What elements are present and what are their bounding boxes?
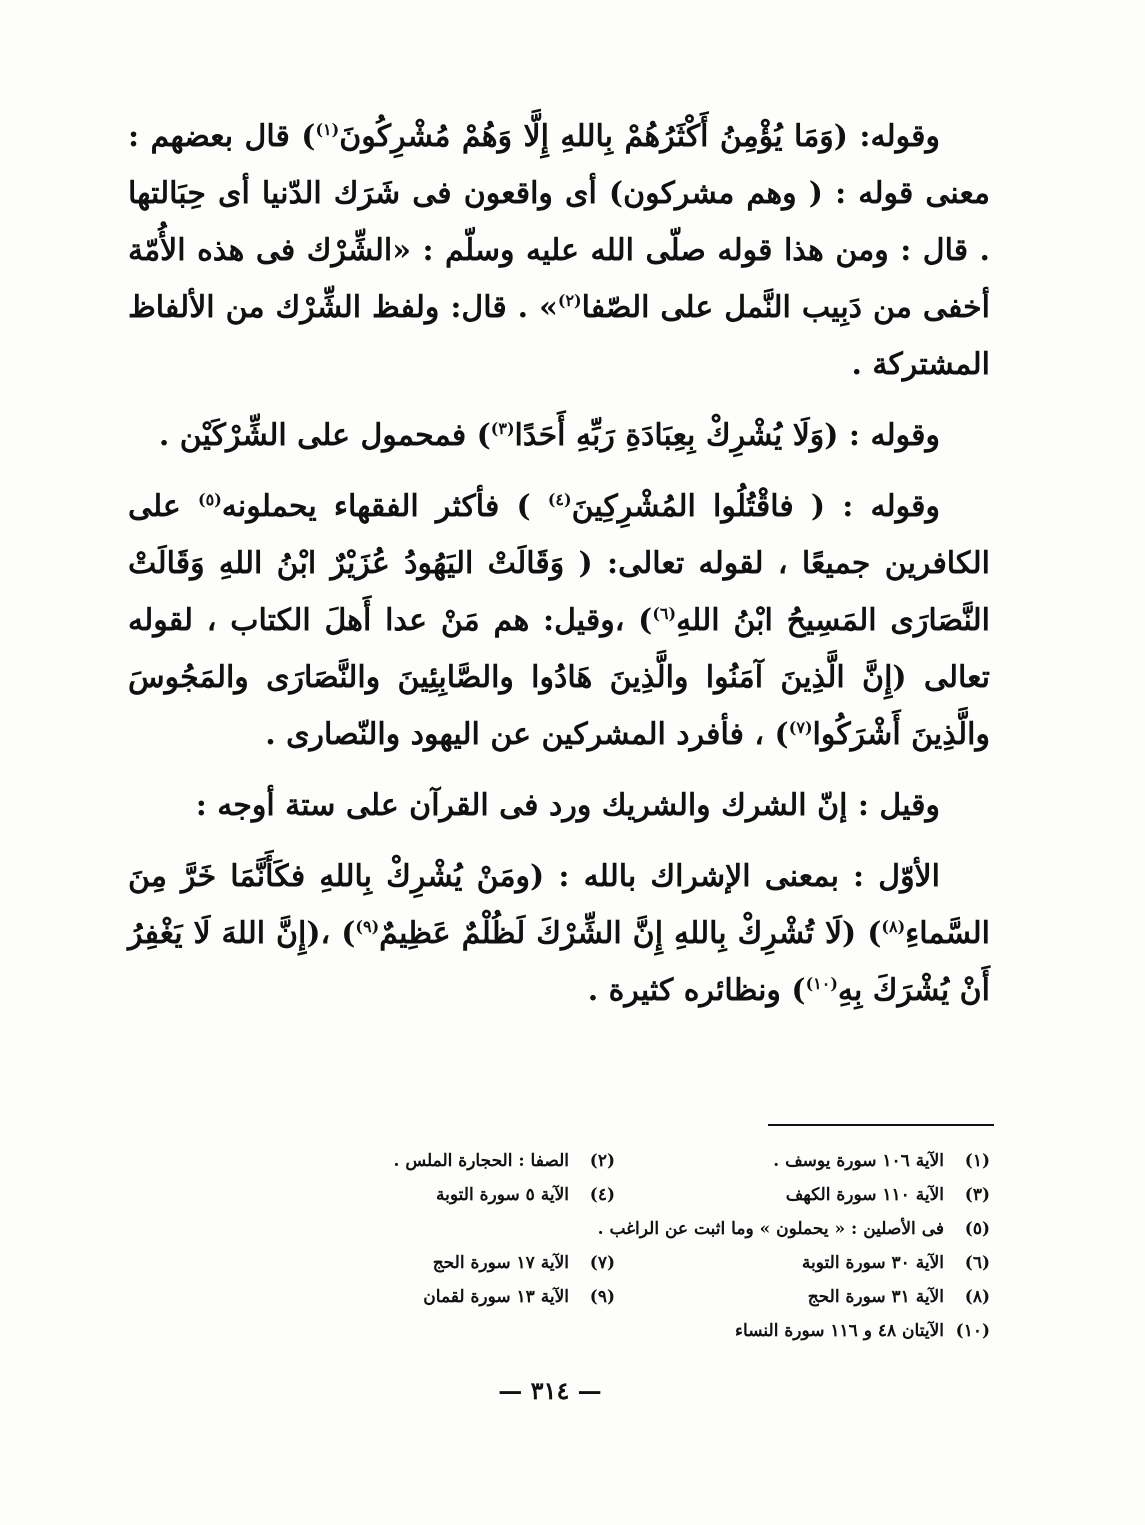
text-segment: وقوله: (وَمَا يُؤْمِنُ أَكْثَرُهُمْ بِاللهِ إِلَّا وَهُمْ مُشْرِكُونَ [339,119,941,154]
footnote [615,1144,990,1178]
footnote-row [240,1178,990,1212]
footnote-text: فى الأصلين : « يحملون » وما اثبت عن الراغب . [597,1219,944,1239]
footnote-text: الآية ٣٠ سورة التوبة [801,1253,944,1273]
footnote-number: (٨) [964,1287,990,1307]
footnote-number: (٦) [964,1253,990,1273]
footnote-ref-9: (٩) [355,917,380,936]
footnote-number: (٤) [589,1185,615,1205]
text-segment: وقيل : إنّ الشرك والشريك ورد فى القرآن على ستة أوجه : [195,788,940,823]
footnote-text: الآية ١٣ سورة لقمان [423,1287,569,1307]
text-segment: ) ،(إِنَّ اللهَ لَا يَغْفِرُ أَنْ يُشْرَكَ بِهِ [128,916,990,1008]
footnote-ref-3: (٣) [490,419,515,438]
text-segment: ) (لَا تُشْرِكْ بِاللهِ إِنَّ الشِّرْكَ لَظُلْمٌ عَظِيمٌ [379,916,882,951]
footnote-text: الآية ١٠٦ سورة يوسف . [773,1151,944,1171]
footnote-number: (١) [964,1151,990,1171]
footnote-number: (١٠) [955,1321,990,1341]
text-segment: ) ونظائره كثيرة . [587,973,806,1008]
footnote-ref-4: (٤) [547,490,572,509]
footnote-number: (٣) [964,1185,990,1205]
paragraph-2 [128,407,990,464]
footnote-text: الصفا : الحجارة الملس . [393,1151,569,1171]
paragraph-3 [128,478,990,763]
footnote-row [240,1212,990,1246]
footnote-text: الآية ٣١ سورة الحج [807,1287,944,1307]
text-segment: ) ،وقيل: هم مَنْ عدا أَهلَ الكتاب ، لقوله تعالى (إِنَّ الَّذِينَ آمَنُوا والَّذِينَ هَادُوا والصَّابِئِينَ والنَّصَارَى والمَجُوسَ والَّذِينَ أَشْرَكُوا [128,603,990,752]
footnote-number: (٢) [589,1151,615,1171]
footnote [240,1314,990,1348]
page-number: — ٣١٤ — [498,1376,602,1405]
text-segment: ) ، فأفرد المشركين عن اليهود والنّصارى . [265,717,789,752]
footnote [240,1144,615,1178]
text-segment: وقوله : (وَلَا يُشْرِكْ بِعِبَادَةِ رَبِّهِ أَحَدًا [514,418,940,453]
footnote-row [240,1144,990,1178]
footnote-ref-8: (٨) [881,917,906,936]
footnote [240,1246,615,1280]
footnote [240,1178,615,1212]
footnote-text: الآية ١٧ سورة الحج [432,1253,569,1273]
footnote-number: (٥) [964,1219,990,1239]
paragraph-1 [128,108,990,393]
footnote-ref-1: (١) [315,120,340,139]
text-segment: ) قال بعضهم : معنى قوله : ( وهم مشركون) أى واقعون فى شَرَك الدّنيا أى حِبَالتها . قال : ومن هذا قوله صلّى الله عليه وسلّم : «الشِّرْك فى هذه الأُمّة أخفى من دَبِيب النَّمل على الصّفا [128,119,990,325]
text-segment: ) فمحمول على الشِّرْكَيْن . [158,418,491,453]
footnote-divider [768,1124,994,1126]
main-text [128,108,990,1021]
paragraph-5 [128,848,990,1019]
text-segment: على الكافرين جميعًا ، لقوله تعالى: ( وَقَالَتْ اليَهُودُ عُزَيْرٌ ابْنُ اللهِ وَقَالَتْ النَّصَارَى المَسِيحُ ابْنُ اللهِ [128,489,991,638]
footnote-text: الآية ١١٠ سورة الكهف [785,1185,944,1205]
footnote-text: الآيتان ٤٨ و ١١٦ سورة النساء [735,1321,944,1341]
footnote-number: (٧) [589,1253,615,1273]
paragraph-4 [128,777,990,834]
text-segment: الأوّل : بمعنى الإشراك بالله : (ومَنْ يُشْرِكْ بِاللهِ فكَأَنَّمَا خَرَّ مِنَ السَّماءِ [128,859,990,951]
footnote [240,1212,990,1246]
text-segment: » . قال: ولفظ الشِّرْك من الألفاظ المشتركة . [128,290,990,382]
footnote-row [240,1280,990,1314]
text-segment: ) فأكثر الفقهاء يحملونه [221,489,548,524]
footnote [240,1280,615,1314]
footnote-ref-6: (٦) [652,604,677,623]
footnote [615,1178,990,1212]
footnote-ref-7: (٧) [788,718,813,737]
footnote [615,1246,990,1280]
footnote [615,1280,990,1314]
footnote-row [240,1246,990,1280]
text-segment: وقوله : ( فاقْتُلُوا المُشْرِكِينَ [571,489,941,524]
footnote-row [240,1314,990,1348]
footnote-number: (٩) [589,1287,615,1307]
footnote-ref-10: (١٠) [805,974,838,993]
footnote-ref-5: (٥) [198,490,222,509]
footnote-text: الآية ٥ سورة التوبة [436,1185,569,1205]
footnote-ref-2: (٢) [557,291,582,310]
footnotes [240,1144,990,1348]
